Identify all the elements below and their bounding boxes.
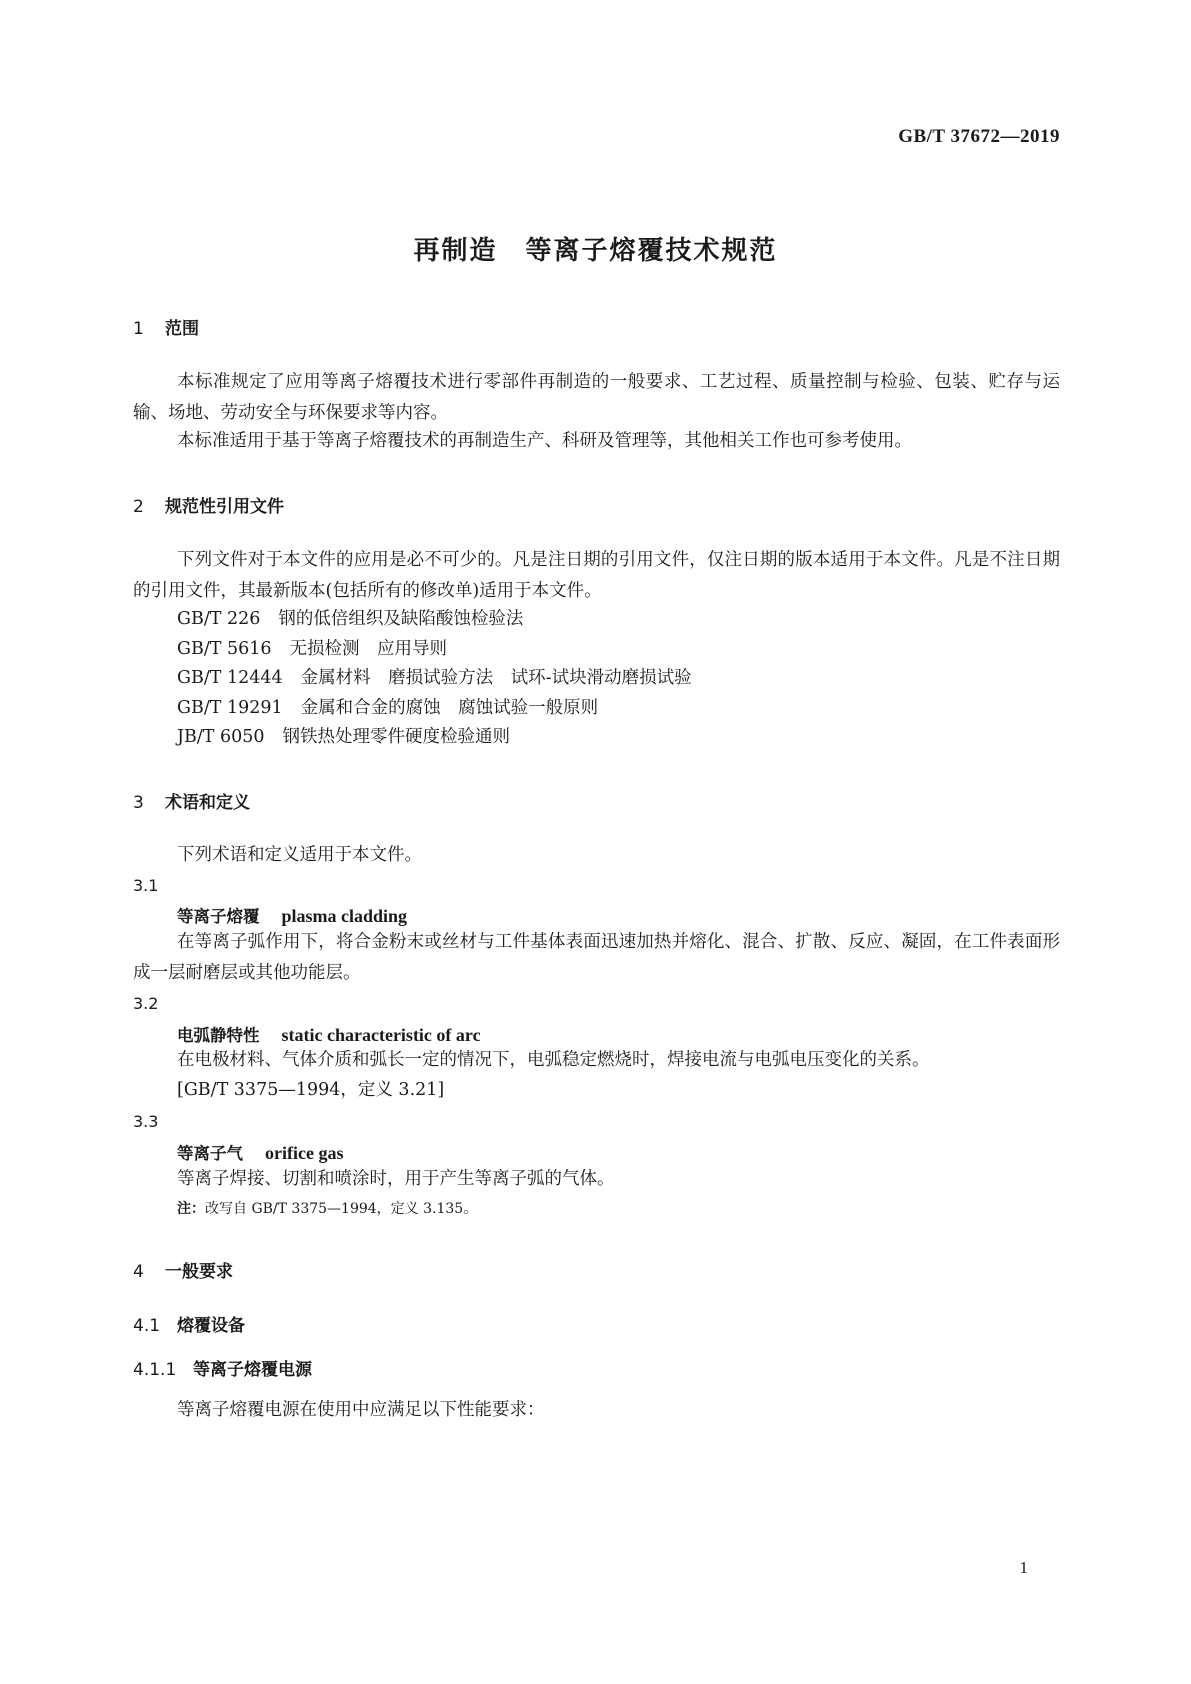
term-note	[177, 1198, 477, 1218]
section-4-heading	[133, 1257, 233, 1282]
reference-item	[177, 634, 447, 665]
note-label: 注：	[177, 1201, 205, 1217]
term-en: plasma cladding	[281, 906, 408, 926]
section-4-1-heading	[133, 1311, 245, 1336]
section-1-heading	[133, 314, 199, 339]
term-number: 3.3	[133, 1112, 159, 1131]
term-zh: 等离子熔覆	[177, 907, 260, 926]
section-title: 术语和定义	[165, 793, 250, 813]
reference-item	[177, 722, 510, 753]
term-number: 3.1	[133, 876, 159, 895]
term-number: 3.2	[133, 994, 159, 1013]
term-zh: 等离子气	[177, 1144, 243, 1163]
reference-item	[177, 693, 598, 724]
section-number: 4.1	[133, 1316, 161, 1336]
section-title: 规范性引用文件	[165, 497, 284, 517]
note-text: 改写自 GB/T 3375—1994，定义 3.135。	[205, 1201, 478, 1217]
section-3-heading	[133, 788, 250, 813]
reference-code: GB/T 5616	[177, 639, 272, 659]
reference-code: GB/T 12444	[177, 668, 283, 688]
section-title: 范围	[165, 319, 199, 339]
reference-title: 金属材料 磨损试验方法 试环-试块滑动磨损试验	[300, 668, 692, 688]
term-zh: 电弧静特性	[177, 1026, 260, 1045]
reference-item	[177, 604, 523, 635]
term-definition: 在电极材料、气体介质和弧长一定的情况下，电弧稳定燃烧时，焊接电流与电弧电压变化的关系。	[177, 1050, 930, 1070]
section-3-intro: 下列术语和定义适用于本文件。	[177, 845, 422, 865]
term-definition: 在等离子弧作用下，将合金粉末或丝材与工件基体表面迅速加热并熔化、混合、扩散、反应、凝固，在工件表面形成一层耐磨层或其他功能层。	[133, 932, 1060, 983]
section-number: 4	[133, 1262, 144, 1282]
reference-title: 钢的低倍组织及缺陷酸蚀检验法	[278, 609, 524, 629]
term-definition: 等离子焊接、切割和喷涂时，用于产生等离子弧的气体。	[177, 1169, 615, 1189]
reference-title: 金属和合金的腐蚀 腐蚀试验一般原则	[300, 698, 599, 718]
section-number: 1	[133, 319, 144, 339]
section-title: 一般要求	[165, 1262, 233, 1282]
section-2-paragraph-1: 下列文件对于本文件的应用是必不可少的。凡是注日期的引用文件，仅注日期的版本适用于本文件。凡是不注日期的引用文件，其最新版本(包括所有的修改单)适用于本文件。	[133, 550, 1060, 601]
term-en: orifice gas	[265, 1143, 344, 1163]
reference-code: GB/T 226	[177, 609, 261, 629]
document-title: 再制造 等离子熔覆技术规范	[413, 236, 778, 266]
reference-code: GB/T 19291	[177, 698, 283, 718]
section-title: 熔覆设备	[177, 1316, 245, 1336]
reference-title: 无损检测 应用导则	[289, 639, 448, 659]
section-title: 等离子熔覆电源	[193, 1360, 312, 1380]
section-2-heading	[133, 492, 284, 517]
section-1-paragraph-2: 本标准适用于基于等离子熔覆技术的再制造生产、科研及管理等，其他相关工作也可参考使用。	[177, 431, 912, 451]
section-number: 3	[133, 793, 144, 813]
page-number: 1	[1019, 1558, 1028, 1577]
reference-code: JB/T 6050	[177, 727, 265, 747]
section-1-paragraph-1: 本标准规定了应用等离子熔覆技术进行零部件再制造的一般要求、工艺过程、质量控制与检验、包装、贮存与运输、场地、劳动安全与环保要求等内容。	[133, 372, 1060, 423]
term-heading	[177, 1140, 343, 1164]
reference-item	[177, 663, 692, 694]
section-4-1-1-heading	[133, 1355, 312, 1380]
term-source: [GB/T 3375—1994，定义 3.21]	[177, 1080, 445, 1100]
section-number: 2	[133, 497, 144, 517]
section-number: 4.1.1	[133, 1360, 177, 1380]
term-en: static characteristic of arc	[281, 1025, 481, 1045]
standard-number: GB/T 37672—2019	[898, 126, 1060, 147]
term-heading	[177, 903, 407, 927]
reference-title: 钢铁热处理零件硬度检验通则	[282, 727, 511, 747]
section-4-1-1-paragraph-1: 等离子熔覆电源在使用中应满足以下性能要求：	[177, 1400, 545, 1420]
term-heading	[177, 1022, 481, 1046]
